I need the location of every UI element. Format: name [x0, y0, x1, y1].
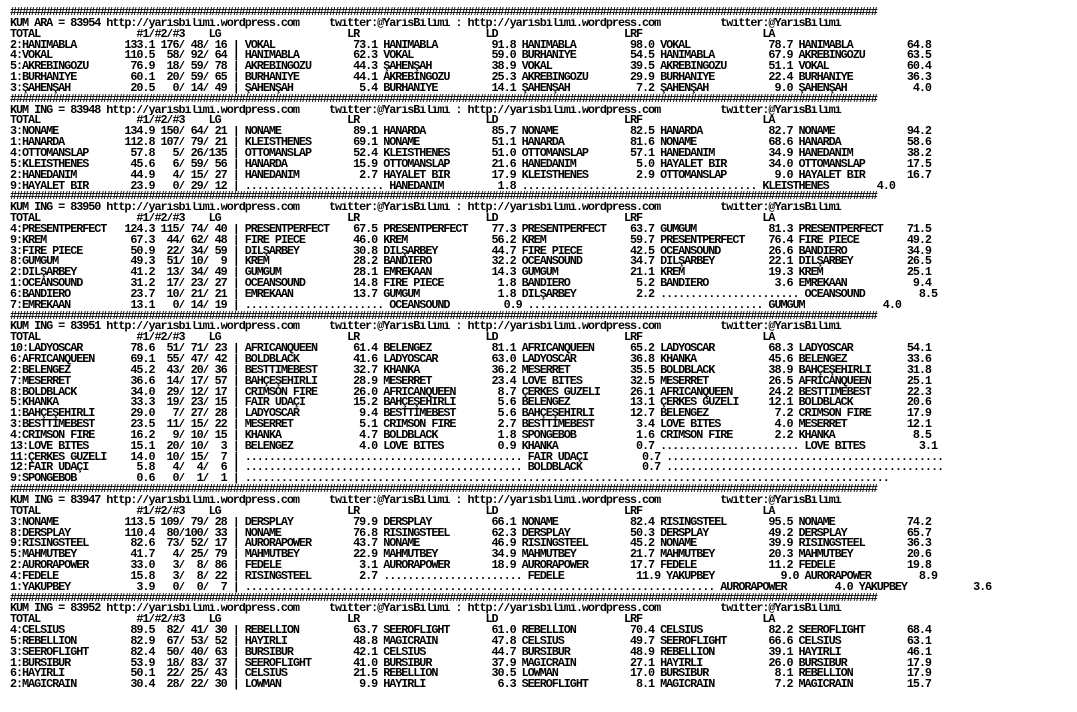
data-row: 8:DERSPLAY 110.4 80/100/ 33 | NONAME 76.8 RISINGSTEEL 62.3 DERSPLAY 50.3 DERSPLAY 49.2 DERSPLAY 65.7: [10, 527, 931, 539]
data-row: 4:FEDELE 15.8 3/ 8/ 22 | RISINGSTEEL 2.7 ....................... FEDELE 11.9 YAKUPBEY 9.0 AURORAPOWER 8.9: [10, 570, 937, 582]
separator-line: ################################################################################################################################################: [10, 191, 877, 203]
race-stats-document: [10, 7, 1075, 690]
data-row: 6:BANDIERO 23.7 10/ 21/ 21 | EMREKAAN 13.7 GÜMGÜM 1.8 DİLŞARBEY 2.2 ....................... OCEANSOUND 8.5: [10, 288, 937, 300]
data-row: 3:FIRE PIECE 50.9 22/ 34/ 59 | DİLŞARBEY 30.8 DİLŞARBEY 44.7 FIRE PIECE 42.5 OCEANSOUND 26.6 BANDIERO 34.9: [10, 245, 931, 257]
separator-line: ################################################################################################################################################: [10, 7, 877, 18]
data-row: 3:BESTTIMEBEST 23.5 11/ 15/ 22 | MESERRET 5.1 CRIMSON FIRE 2.7 BESTTIMEBEST 3.4 LOVE BITES 4.0 MESERRET 12.1: [10, 419, 931, 430]
data-row: 4:CELSIUS 89.5 82/ 41/ 30 | REBELLION 63.7 SEEROFLIGHT 61.0 REBELLION 70.4 CELSIUS 82.2 SEEROFLIGHT 68.4: [10, 625, 931, 636]
data-row: 9:HAYALET BİR 23.9 0/ 29/ 12 | ....................... HANEDANIM 1.8 ....................................... KLEISTHENES 4.0: [10, 180, 895, 192]
data-row: 2:BELENGEZ 45.2 43/ 20/ 36 | BESTTIMEBEST 32.7 KHANKA 36.2 MESERRET 35.5 BOLDBLACK 38.9 BAHÇEŞEHİRLİ 31.8: [10, 364, 931, 376]
data-row: 11:ÇERKES GÜZELİ 14.0 10/ 15/ 7 | .............................................. FAIR UDAÇİ 0.7 ..............................................: [10, 451, 943, 463]
data-row: 2:AURORAPOWER 33.0 3/ 8/ 86 | FEDELE 3.1 AURORAPOWER 18.9 AURORAPOWER 17.7 FEDELE 11.2 FEDELE 19.8: [10, 560, 931, 571]
data-row: 5:KLEISTHENES 45.6 6/ 59/ 56 | HANARDA 15.9 OTTOMANSLAP 21.6 HANEDANIM 5.0 HAYALET BİR 34.0 OTTOMANSLAP 17.5: [10, 158, 931, 170]
data-row: 9:SPONGEBOB 0.6 0/ 1/ 1 | ...........................................................................................................: [10, 473, 889, 485]
column-header: TOTAL #1/#2/#3 LG LR LD LRF LA: [10, 115, 775, 127]
column-header: TOTAL #1/#2/#3 LG LR LD LRF LA: [10, 505, 775, 517]
data-row: 9:KREM 67.3 44/ 62/ 48 | FIRE PIECE 46.0 KREM 56.2 KREM 59.7 PRESENTPERFECT 76.4 FIRE PIECE 49.2: [10, 234, 931, 246]
data-row: 2:DİLŞARBEY 41.2 13/ 34/ 49 | GÜMGÜM 28.1 EMREKAAN 14.3 GÜMGÜM 21.1 KREM 19.3 KREM 25.1: [10, 267, 931, 279]
separator-line: ################################################################################################################################################: [10, 484, 877, 495]
data-row: 2:HANEDANIM 44.9 4/ 15/ 27 | HANEDANIM 2.7 HAYALET BİR 17.9 KLEISTHENES 2.9 OTTOMANSLAP 9.0 HAYALET BİR 16.7: [10, 169, 931, 181]
data-row: 5:AKREBİNGÖZÜ 76.9 18/ 59/ 78 | AKREBİNGÖZÜ 44.3 ŞAHENŞAH 38.9 VOKAL 39.5 AKREBİNGÖZÜ 51.1 VOKAL 60.4: [10, 61, 931, 73]
data-row: 1:BURHANİYE 60.1 20/ 59/ 65 | BURHANİYE 44.1 AKREBİNGÖZÜ 25.3 AKREBİNGÖZÜ 29.9 BURHANİYE 22.4 BURHANİYE 36.3: [10, 72, 931, 83]
data-row: 6:HAYIRLI 50.1 22/ 25/ 43 | CELSIUS 21.5 REBELLION 30.5 LOWMAN 17.0 BURSIBUR 8.1 REBELLION 17.9: [10, 668, 931, 680]
data-row: 1:BURSIBUR 53.9 18/ 83/ 37 | SEEROFLIGHT 41.0 BURSIBUR 37.9 MAGICRAIN 27.1 HAYIRLI 26.0 BURSIBUR 17.9: [10, 657, 931, 669]
data-row: 4:OTTOMANSLAP 57.8 5/ 26/135 | OTTOMANSLAP 52.4 KLEISTHENES 51.0 OTTOMANSLAP 57.1 HANEDANIM 34.9 HANEDANIM 38.2: [10, 147, 931, 159]
data-row: 2:MAGICRAIN 30.4 28/ 22/ 30 | LOWMAN 9.9 HAYIRLI 6.3 SEEROFLIGHT 8.1 MAGICRAIN 7.2 MAGICRAIN 15.7: [10, 679, 931, 691]
separator-line: ################################################################################################################################################: [10, 93, 877, 105]
column-header: TOTAL #1/#2/#3 LG LR LD LRF LA: [10, 28, 775, 40]
data-row: 3:NONAME 134.9 150/ 64/ 21 | NONAME 89.1 HANARDA 85.7 NONAME 82.5 HANARDA 82.7 NONAME 94.2: [10, 126, 931, 138]
data-row: 3:SEEROFLIGHT 82.4 50/ 40/ 63 | BURSIBUR 42.1 CELSIUS 44.7 BURSIBUR 48.9 REBELLION 39.1 HAYIRLI 46.1: [10, 646, 931, 658]
race-header: KUM ING = 83952 http://yarisbilimi.wordpress.com twitter:@YarisBilimi : http://yarisbilimi.wordpress.com twitter:@YarisBilimi: [10, 603, 841, 615]
column-header: TOTAL #1/#2/#3 LG LR LD LRF LA: [10, 213, 775, 224]
data-row: 1:OCEANSOUND 31.2 17/ 23/ 27 | OCEANSOUND 14.8 FIRE PIECE 1.8 BANDIERO 5.2 BANDIERO 3.6 EMREKAAN 9.4: [10, 278, 931, 289]
data-row: 13:LOVE BITES 15.1 20/ 10/ 3 | BELENGEZ 4.0 LOVE BITES 0.9 KHANKA 0.7 ....................... LOVE BITES 3.1: [10, 440, 937, 452]
data-row: 7:MESERRET 36.6 14/ 17/ 57 | BAHÇEŞEHİRLİ 28.9 MESERRET 23.4 LOVE BITES 32.5 MESERRET 26.5 AFRICANQUEEN 25.1: [10, 375, 931, 387]
data-row: 12:FAIR UDAÇİ 5.8 4/ 4/ 6 | .............................................. BOLDBLACK 0.7 ..............................................: [10, 462, 943, 474]
data-row: 3:ŞAHENŞAH 20.5 0/ 14/ 49 | ŞAHENŞAH 5.4 BURHANİYE 14.1 ŞAHENŞAH 7.2 ŞAHENŞAH 9.0 ŞAHENŞAH 4.0: [10, 82, 931, 94]
separator-line: ################################################################################################################################################: [10, 592, 877, 604]
data-row: 6:AFRICANQUEEN 69.1 55/ 47/ 42 | BOLDBLACK 41.6 LADYOSCAR 63.0 LADYOSCAR 36.8 KHANKA 45.6 BELENGEZ 33.6: [10, 354, 931, 365]
data-row: 1:YAKUPBEY 3.9 0/ 0/ 7 | .............................................................................. AURORAPOWER 4.0 YAKUPBEY 3.6: [10, 581, 992, 593]
race-header: KUM ING = 83947 http://yarisbilimi.wordpress.com twitter:@YarisBilimi : http://yarisbilimi.wordpress.com twitter:@YarisBilimi: [10, 494, 841, 506]
data-row: 8:BOLDBLACK 34.0 29/ 12/ 17 | CRIMSON FIRE 26.0 AFRICANQUEEN 8.7 ÇERKES GÜZELİ 26.1 AFRICANQUEEN 24.2 BESTTIMEBEST 22.3: [10, 386, 931, 398]
data-row: 4:VOKAL 110.5 58/ 92/ 64 | HANIMABLA 62.3 VOKAL 59.0 BURHANİYE 54.5 HANIMABLA 67.9 AKREBİNGÖZÜ 63.5: [10, 50, 931, 62]
race-header: KUM ING = 83950 http://yarisbilimi.wordpress.com twitter:@YarisBilimi : http://yarisbilimi.wordpress.com twitter:@YarisBilimi: [10, 202, 841, 214]
data-row: 4:PRESENTPERFECT 124.3 115/ 74/ 40 | PRESENTPERFECT 67.5 PRESENTPERFECT 77.3 PRESENTPERFECT 63.7 GÜMGÜM 81.3 PRESENTPERFECT 71.5: [10, 223, 931, 235]
race-header: KUM ING = 83948 http://yarisbilimi.wordpress.com twitter:@YarisBilimi : http://yarisbilimi.wordpress.com twitter:@YarisBilimi: [10, 104, 841, 116]
separator-line: ################################################################################################################################################: [10, 310, 877, 322]
data-row: 10:LADYOSCAR 78.6 51/ 71/ 23 | AFRICANQUEEN 61.4 BELENGEZ 81.1 AFRICANQUEEN 65.2 LADYOSCAR 68.3 LADYOSCAR 54.1: [10, 343, 931, 354]
data-row: 7:EMREKAAN 13.1 0/ 14/ 19 | ....................... OCEANSOUND 0.9 ....................................... GÜMGÜM 4.0: [10, 299, 901, 311]
data-row: 1:BAHÇEŞEHİRLİ 29.0 7/ 27/ 28 | LADYOSCAR 9.4 BESTTIMEBEST 5.6 BAHÇEŞEHİRLİ 12.7 BELENGEZ 7.2 CRIMSON FIRE 17.9: [10, 408, 931, 420]
data-row: 5:MAHMUTBEY 41.7 4/ 25/ 79 | MAHMUTBEY 22.9 MAHMUTBEY 34.9 MAHMUTBEY 21.7 MAHMUTBEY 20.3 MAHMUTBEY 20.6: [10, 549, 931, 561]
race-header: KUM ING = 83951 http://yarisbilimi.wordpress.com twitter:@YarisBilimi : http://yarisbilimi.wordpress.com twitter:@YarisBilimi: [10, 321, 841, 333]
data-row: 9:RISINGSTEEL 82.6 73/ 52/ 17 | AURORAPOWER 43.7 NONAME 46.9 RISINGSTEEL 45.2 NONAME 39.9 RISINGSTEEL 36.3: [10, 538, 931, 550]
data-row: 5:REBELLION 82.9 67/ 53/ 52 | HAYIRLI 48.8 MAGICRAIN 47.8 CELSIUS 49.7 SEEROFLIGHT 66.6 CELSIUS 63.1: [10, 635, 931, 647]
data-row: 2:HANIMABLA 133.1 176/ 48/ 16 | VOKAL 73.1 HANIMABLA 91.8 HANIMABLA 98.0 VOKAL 78.7 HANIMABLA 64.8: [10, 39, 931, 51]
data-row: 3:NONAME 113.5 109/ 79/ 28 | DERSPLAY 79.9 DERSPLAY 66.1 NONAME 82.4 RISINGSTEEL 95.5 NONAME 74.2: [10, 516, 931, 528]
column-header: TOTAL #1/#2/#3 LG LR LD LRF LA: [10, 332, 775, 344]
column-header: TOTAL #1/#2/#3 LG LR LD LRF LA: [10, 614, 775, 626]
data-row: 8:GÜMGÜM 49.3 51/ 10/ 9 | KREM 28.2 BANDIERO 32.2 OCEANSOUND 34.7 DİLŞARBEY 22.1 DİLŞARBEY 26.5: [10, 256, 931, 268]
race-header: KUM ARA = 83954 http://yarisbilimi.wordpress.com twitter:@YarisBilimi : http://yarisbilimi.wordpress.com twitter:@YarisBilimi: [10, 17, 841, 29]
data-row: 1:HANARDA 112.8 107/ 79/ 21 | KLEISTHENES 69.1 NONAME 51.1 HANARDA 81.6 NONAME 68.6 HANARDA 58.6: [10, 137, 931, 148]
data-row: 5:KHANKA 33.3 19/ 23/ 15 | FAIR UDAÇİ 15.2 BAHÇEŞEHİRLİ 5.6 BELENGEZ 13.1 ÇERKES GÜZELİ 12.1 BOLDBLACK 20.6: [10, 397, 931, 409]
data-row: 4:CRIMSON FIRE 16.2 9/ 10/ 15 | KHANKA 4.7 BOLDBLACK 1.8 SPONGEBOB 1.6 CRIMSON FIRE 2.2 KHANKA 8.5: [10, 429, 931, 441]
